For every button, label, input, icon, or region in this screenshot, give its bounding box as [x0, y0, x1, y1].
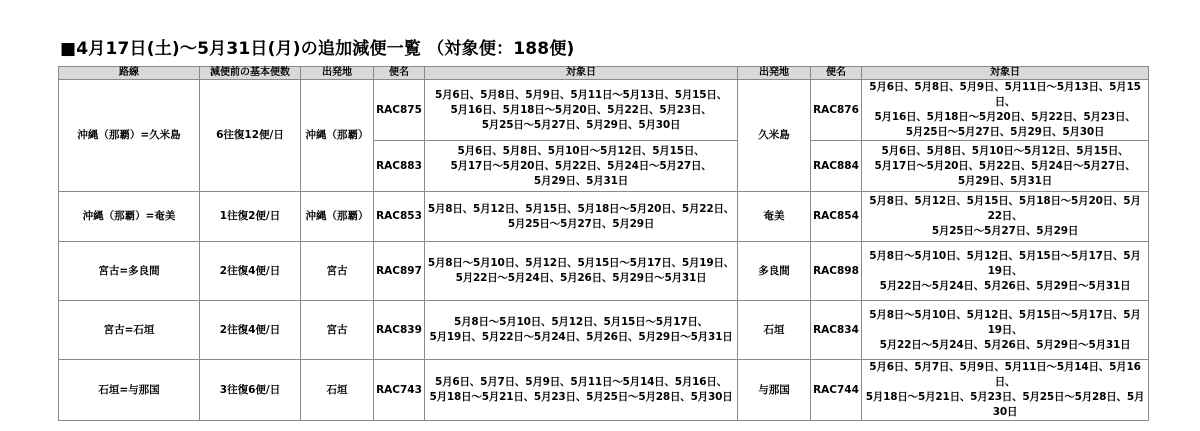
flight-outbound-cell: RAC883 — [374, 141, 425, 192]
route-cell: 沖縄（那覇）=奄美 — [59, 192, 200, 242]
header-flight-return: 便名 — [811, 67, 862, 80]
dates-return-cell: 5月6日、5月8日、5月9日、5月11日～5月13日、5月15日、 5月16日、5月18日～5月20日、5月22日、5月23日、 5月25日～5月27日、5月29日、5月30日 — [862, 80, 1149, 141]
table-row — [59, 301, 1149, 360]
departure-return-cell: 与那国 — [738, 360, 811, 421]
dates-return-cell: 5月8日～5月10日、5月12日、5月15日～5月17日、5月19日、 5月22日～5月24日、5月26日、5月29日～5月31日 — [862, 301, 1149, 360]
flight-outbound-cell: RAC839 — [374, 301, 425, 360]
dates-return-cell: 5月6日、5月7日、5月9日、5月11日～5月14日、5月16日、 5月18日～5月21日、5月23日、5月25日～5月28日、5月30日 — [862, 360, 1149, 421]
header-dates-outbound: 対象日 — [425, 67, 738, 80]
flight-outbound-cell: RAC743 — [374, 360, 425, 421]
table-row — [59, 80, 1149, 141]
page-title: ■4月17日(土)～5月31日(月)の追加減便一覧 （対象便：188便) — [60, 39, 575, 59]
departure-outbound-cell: 宮古 — [301, 242, 374, 301]
dates-outbound-cell: 5月8日～5月10日、5月12日、5月15日～5月17日、 5月19日、5月22日～5月24日、5月26日、5月29日～5月31日 — [425, 301, 738, 360]
header-route: 路線 — [59, 67, 200, 80]
base-flights-cell: 1往復2便/日 — [200, 192, 301, 242]
reduction-table — [58, 66, 1149, 421]
flight-outbound-cell: RAC875 — [374, 80, 425, 141]
dates-outbound-cell: 5月6日、5月8日、5月10日～5月12日、5月15日、 5月17日～5月20日、5月22日、5月24日～5月27日、 5月29日、5月31日 — [425, 141, 738, 192]
departure-return-cell: 多良間 — [738, 242, 811, 301]
flight-return-cell: RAC834 — [811, 301, 862, 360]
flight-return-cell: RAC884 — [811, 141, 862, 192]
header-departure-outbound: 出発地 — [301, 67, 374, 80]
dates-return-cell: 5月6日、5月8日、5月10日～5月12日、5月15日、 5月17日～5月20日、5月22日、5月24日～5月27日、 5月29日、5月31日 — [862, 141, 1149, 192]
route-cell: 宮古=石垣 — [59, 301, 200, 360]
dates-return-cell: 5月8日、5月12日、5月15日、5月18日～5月20日、5月22日、 5月25日～5月27日、5月29日 — [862, 192, 1149, 242]
departure-outbound-cell: 沖縄（那覇） — [301, 80, 374, 192]
header-departure-return: 出発地 — [738, 67, 811, 80]
header-dates-return: 対象日 — [862, 67, 1149, 80]
flight-outbound-cell: RAC853 — [374, 192, 425, 242]
dates-outbound-cell: 5月8日～5月10日、5月12日、5月15日～5月17日、5月19日、 5月22日～5月24日、5月26日、5月29日～5月31日 — [425, 242, 738, 301]
dates-outbound-cell: 5月6日、5月7日、5月9日、5月11日～5月14日、5月16日、 5月18日～5月21日、5月23日、5月25日～5月28日、5月30日 — [425, 360, 738, 421]
table-row — [59, 360, 1149, 421]
departure-return-cell: 奄美 — [738, 192, 811, 242]
departure-outbound-cell: 石垣 — [301, 360, 374, 421]
departure-return-cell: 久米島 — [738, 80, 811, 192]
dates-return-cell: 5月8日～5月10日、5月12日、5月15日～5月17日、5月19日、 5月22日～5月24日、5月26日、5月29日～5月31日 — [862, 242, 1149, 301]
dates-outbound-cell: 5月6日、5月8日、5月9日、5月11日～5月13日、5月15日、 5月16日、5月18日～5月20日、5月22日、5月23日、 5月25日～5月27日、5月29日、5月30日 — [425, 80, 738, 141]
departure-outbound-cell: 沖縄（那覇） — [301, 192, 374, 242]
header-base-flights: 減便前の基本便数 — [200, 67, 301, 80]
route-cell: 宮古=多良間 — [59, 242, 200, 301]
flight-return-cell: RAC854 — [811, 192, 862, 242]
header-flight-outbound: 便名 — [374, 67, 425, 80]
base-flights-cell: 6往復12便/日 — [200, 80, 301, 192]
departure-return-cell: 石垣 — [738, 301, 811, 360]
table-row — [59, 192, 1149, 242]
departure-outbound-cell: 宮古 — [301, 301, 374, 360]
header-row — [59, 67, 1149, 80]
flight-return-cell: RAC898 — [811, 242, 862, 301]
flight-return-cell: RAC876 — [811, 80, 862, 141]
table-row — [59, 242, 1149, 301]
base-flights-cell: 2往復4便/日 — [200, 301, 301, 360]
base-flights-cell: 2往復4便/日 — [200, 242, 301, 301]
flight-outbound-cell: RAC897 — [374, 242, 425, 301]
dates-outbound-cell: 5月8日、5月12日、5月15日、5月18日～5月20日、5月22日、 5月25日～5月27日、5月29日 — [425, 192, 738, 242]
route-cell: 石垣=与那国 — [59, 360, 200, 421]
flight-return-cell: RAC744 — [811, 360, 862, 421]
base-flights-cell: 3往復6便/日 — [200, 360, 301, 421]
route-cell: 沖縄（那覇）=久米島 — [59, 80, 200, 192]
